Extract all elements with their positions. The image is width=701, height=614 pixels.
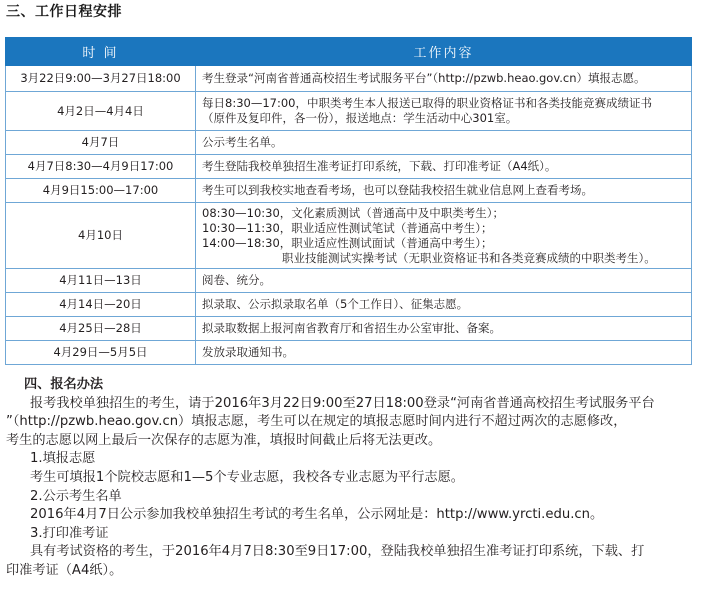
section-title-registration: 四、报名办法 <box>24 377 104 392</box>
item-heading: 2.公示考生名单 <box>30 488 122 504</box>
table-row <box>6 203 692 269</box>
item-heading: 3.打印准考证 <box>30 525 109 541</box>
row-content: 阅卷、统分。 <box>196 269 692 293</box>
intro-line: 考生的志愿以网上最后一次保存的志愿为准，填报时间截止后将无法更改。 <box>6 432 442 448</box>
intro-line: 报考我校单独招生的考生，请于2016年3月22日9:00至27日18:00登录“河南省普通高校招生考试服务平台 <box>30 395 655 411</box>
row-content: 拟录取数据上报河南省教育厅和省招生办公室审批、备案。 <box>196 317 692 341</box>
row-time: 4月7日 <box>6 131 196 155</box>
row-time: 4月29日—5月5日 <box>6 341 196 365</box>
row-content: 拟录取、公示拟录取名单（5个工作日）、征集志愿。 <box>196 293 692 317</box>
row-time: 4月7日8:30—4月9日17:00 <box>6 155 196 179</box>
row-time: 3月22日9:00—3月27日18:00 <box>6 66 196 92</box>
section-title-schedule: 三、工作日程安排 <box>6 4 122 20</box>
item-text: 具有考试资格的考生，于2016年4月7日8:30至9日17:00，登陆我校单独招生准考证打印系统，下载、打 <box>30 544 645 560</box>
row-content: 发放录取通知书。 <box>196 341 692 365</box>
header-time: 时 间 <box>6 38 196 66</box>
schedule-table <box>5 37 692 365</box>
item-text: 印准考证（A4纸）。 <box>6 562 123 578</box>
row-time: 4月10日 <box>6 203 196 269</box>
table-row <box>6 341 692 365</box>
registration-section <box>0 376 701 581</box>
item-heading: 1.填报志愿 <box>30 451 96 467</box>
row-content: 考生可以到我校实地查看考场，也可以登陆我校招生就业信息网上查看考场。 <box>196 179 692 203</box>
row-time: 4月9日15:00—17:00 <box>6 179 196 203</box>
row-time: 4月14日—20日 <box>6 293 196 317</box>
row-content <box>196 203 692 269</box>
table-row <box>6 293 692 317</box>
table-row <box>6 66 692 92</box>
content-line: 14:00—18:30，职业适应性测试面试（普通高中考生）； <box>202 235 493 250</box>
item-text: 考生可填报1个院校志愿和1—5个专业志愿，我校各专业志愿为平行志愿。 <box>30 469 464 485</box>
content-line: 每日8:30—17:00，中职类考生本人报送已取得的职业资格证书和各类技能竞赛成绩证书 <box>202 96 652 110</box>
table-header-row <box>6 38 692 66</box>
item-text: 2016年4月7日公示参加我校单独招生考试的考生名单，公示网址是：http://www.yrcti.edu.cn。 <box>30 507 604 523</box>
row-content <box>196 92 692 131</box>
table-row <box>6 155 692 179</box>
table-row <box>6 92 692 131</box>
row-content: 考生登陆我校单独招生准考证打印系统，下载、打印准考证（A4纸）。 <box>196 155 692 179</box>
content-line: （原件及复印件，各一份），报送地点：学生活动中心301室。 <box>202 111 518 125</box>
content-line: 10:30—11:30，职业适应性测试笔试（普通高中考生）； <box>202 220 493 235</box>
content-line: 08:30—10:30，文化素质测试（普通高中及中职类考生）； <box>202 205 505 220</box>
intro-line: ”（http://pzwb.heao.gov.cn）填报志愿，考生可以在规定的填报志愿时间内进行不超过两次的志愿修改， <box>6 414 627 430</box>
row-content: 考生登录“河南省普通高校招生考试服务平台”（http://pzwb.heao.gov.cn）填报志愿。 <box>196 66 692 92</box>
row-time: 4月11日—13日 <box>6 269 196 293</box>
table-row <box>6 317 692 341</box>
content-line: 职业技能测试实操考试（无职业资格证书和各类竞赛成绩的中职类考生）。 <box>282 250 656 265</box>
table-row <box>6 269 692 293</box>
row-time: 4月2日—4月4日 <box>6 92 196 131</box>
header-content: 工作内容 <box>196 38 692 66</box>
row-time: 4月25日—28日 <box>6 317 196 341</box>
row-content: 公示考生名单。 <box>196 131 692 155</box>
table-row <box>6 131 692 155</box>
intro-paragraph <box>0 395 701 451</box>
table-row <box>6 179 692 203</box>
